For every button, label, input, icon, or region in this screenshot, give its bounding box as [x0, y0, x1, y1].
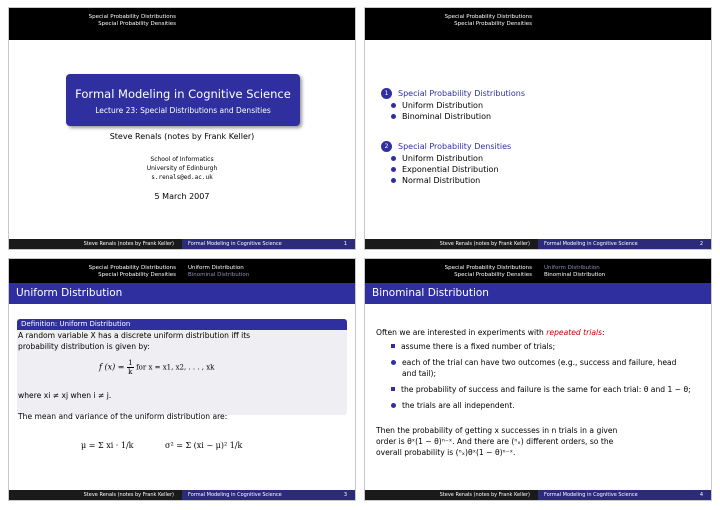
- outline-item[interactable]: Uniform Distribution: [391, 154, 525, 163]
- intro-text: Often we are interested in experiments with repeated trials:: [376, 328, 605, 337]
- uniform-pmf-equation: f (x) = $\frac{1}{k}$ for x = x1, x2, . . . , xk: [99, 359, 215, 376]
- header-section-2[interactable]: Special Probability Densities: [454, 272, 532, 278]
- bullet-icon: [391, 156, 396, 161]
- header-section-2[interactable]: Special Probability Densities: [98, 21, 176, 27]
- mean-variance-intro: The mean and variance of the uniform distribution are:: [18, 412, 228, 421]
- footer-author: Steve Renals (notes by Frank Keller): [365, 490, 538, 500]
- header-section-1[interactable]: Special Probability Distributions: [88, 14, 176, 20]
- header-section-1[interactable]: Special Probability Distributions: [444, 14, 532, 20]
- talk-title: Formal Modeling in Cognitive Science: [75, 87, 291, 101]
- page-number: 1: [343, 241, 347, 247]
- bullet-icon: [391, 103, 396, 108]
- slide-footer: [9, 239, 355, 249]
- probability-line-1: Then the probability of getting x successes in n trials in a given: [376, 426, 618, 435]
- list-item: the probability of success and failure is the same for each trial: θ and 1 − θ;: [391, 384, 691, 395]
- section-number: 2: [381, 141, 392, 152]
- header-sections: [89, 265, 182, 279]
- footer-author: Steve Renals (notes by Frank Keller): [365, 239, 538, 249]
- slide-header: [9, 8, 355, 40]
- slide-3: [8, 258, 356, 501]
- frame-title: Binominal Distribution: [365, 283, 711, 304]
- outline-item[interactable]: Exponential Distribution: [391, 165, 525, 174]
- assumption-list: [391, 341, 691, 416]
- definition-line-1: A random variable X has a discrete uniform distribution iff its: [18, 331, 251, 340]
- institution-1: School of Informatics: [150, 156, 214, 163]
- mean-equation: μ = Σ xi · 1/k: [81, 441, 134, 450]
- bullet-icon: [391, 167, 396, 172]
- probability-line-3: overall probability is (ⁿₓ)θˣ(1 − θ)ⁿ⁻ˣ.: [376, 448, 516, 457]
- probability-line-2: order is θˣ(1 − θ)ⁿ⁻ˣ. And there are (ⁿₓ) different orders, so the: [376, 437, 614, 446]
- outline-item[interactable]: Uniform Distribution: [391, 101, 525, 110]
- emphasis: repeated trials: [546, 328, 603, 337]
- header-section-2[interactable]: Special Probability Densities: [98, 272, 176, 278]
- page-number: 2: [699, 241, 703, 247]
- header-subsection-uniform[interactable]: Uniform Distribution: [188, 265, 244, 271]
- title-box: [66, 74, 300, 126]
- header-subsection-binomial[interactable]: Binominal Distribution: [188, 272, 250, 278]
- list-item: each of the trial can have two outcomes (e.g., success and failure, head and tail);: [391, 357, 691, 379]
- slide-header: [365, 8, 711, 40]
- footer-course: Formal Modeling in Cognitive Science 2: [538, 239, 711, 249]
- footer-course: Formal Modeling in Cognitive Science 3: [182, 490, 355, 500]
- footer-course: Formal Modeling in Cognitive Science 1: [182, 239, 355, 249]
- header-subsection-binomial[interactable]: Binominal Distribution: [544, 272, 606, 278]
- outline-item[interactable]: Normal Distribution: [391, 176, 525, 185]
- header-sections: [89, 14, 182, 28]
- slide-1: [8, 7, 356, 250]
- header-sections: [445, 14, 538, 28]
- slide-2: [364, 7, 712, 250]
- outline: [381, 88, 525, 187]
- slide-footer: [365, 490, 711, 500]
- email: s.renals@ed.ac.uk: [151, 174, 213, 181]
- author: Steve Renals (notes by Frank Keller): [109, 132, 255, 141]
- slide-4: [364, 258, 712, 501]
- header-subsection-uniform[interactable]: Uniform Distribution: [544, 265, 600, 271]
- variance-equation: σ² = Σ (xi − μ)² 1/k: [165, 441, 243, 450]
- footer-author: Steve Renals (notes by Frank Keller): [9, 490, 182, 500]
- bullet-icon: [391, 178, 396, 183]
- outline-item[interactable]: Binominal Distribution: [391, 112, 525, 121]
- definition-title: Definition: Uniform Distribution: [17, 319, 347, 330]
- header-section-1[interactable]: Special Probability Distributions: [444, 265, 532, 271]
- bullet-icon: [391, 403, 396, 408]
- definition-line-2: probability distribution is given by:: [18, 342, 150, 351]
- section-number: 1: [381, 88, 392, 99]
- outline-section-1[interactable]: 1 Special Probability Distributions: [381, 88, 525, 99]
- list-item: the trials are all independent.: [391, 400, 691, 411]
- header-section-1[interactable]: Special Probability Distributions: [88, 265, 176, 271]
- talk-subtitle: Lecture 23: Special Distributions and Densities: [95, 106, 271, 115]
- frame-title: Uniform Distribution: [9, 283, 355, 304]
- page-number: 3: [343, 492, 347, 498]
- footer-author: Steve Renals (notes by Frank Keller): [9, 239, 182, 249]
- fraction: $\frac{1}{k}$: [128, 359, 133, 376]
- bullet-icon: [391, 387, 395, 391]
- header-subsections: [182, 265, 249, 279]
- page-number: 4: [699, 492, 703, 498]
- footer-course: Formal Modeling in Cognitive Science 4: [538, 490, 711, 500]
- bullet-icon: [391, 114, 396, 119]
- bullet-icon: [391, 344, 395, 348]
- date: 5 March 2007: [154, 192, 210, 201]
- institution-2: University of Edinburgh: [146, 165, 218, 172]
- slide-footer: [9, 490, 355, 500]
- header-section-2[interactable]: Special Probability Densities: [454, 21, 532, 27]
- slide-footer: [365, 239, 711, 249]
- list-item: assume there is a fixed number of trials;: [391, 341, 691, 352]
- header-subsections: [538, 265, 605, 279]
- outline-section-2[interactable]: 2 Special Probability Densities: [381, 141, 525, 152]
- bullet-icon: [391, 360, 396, 365]
- definition-line-3: where xi ≠ xj when i ≠ j.: [18, 391, 112, 400]
- header-sections: [445, 265, 538, 279]
